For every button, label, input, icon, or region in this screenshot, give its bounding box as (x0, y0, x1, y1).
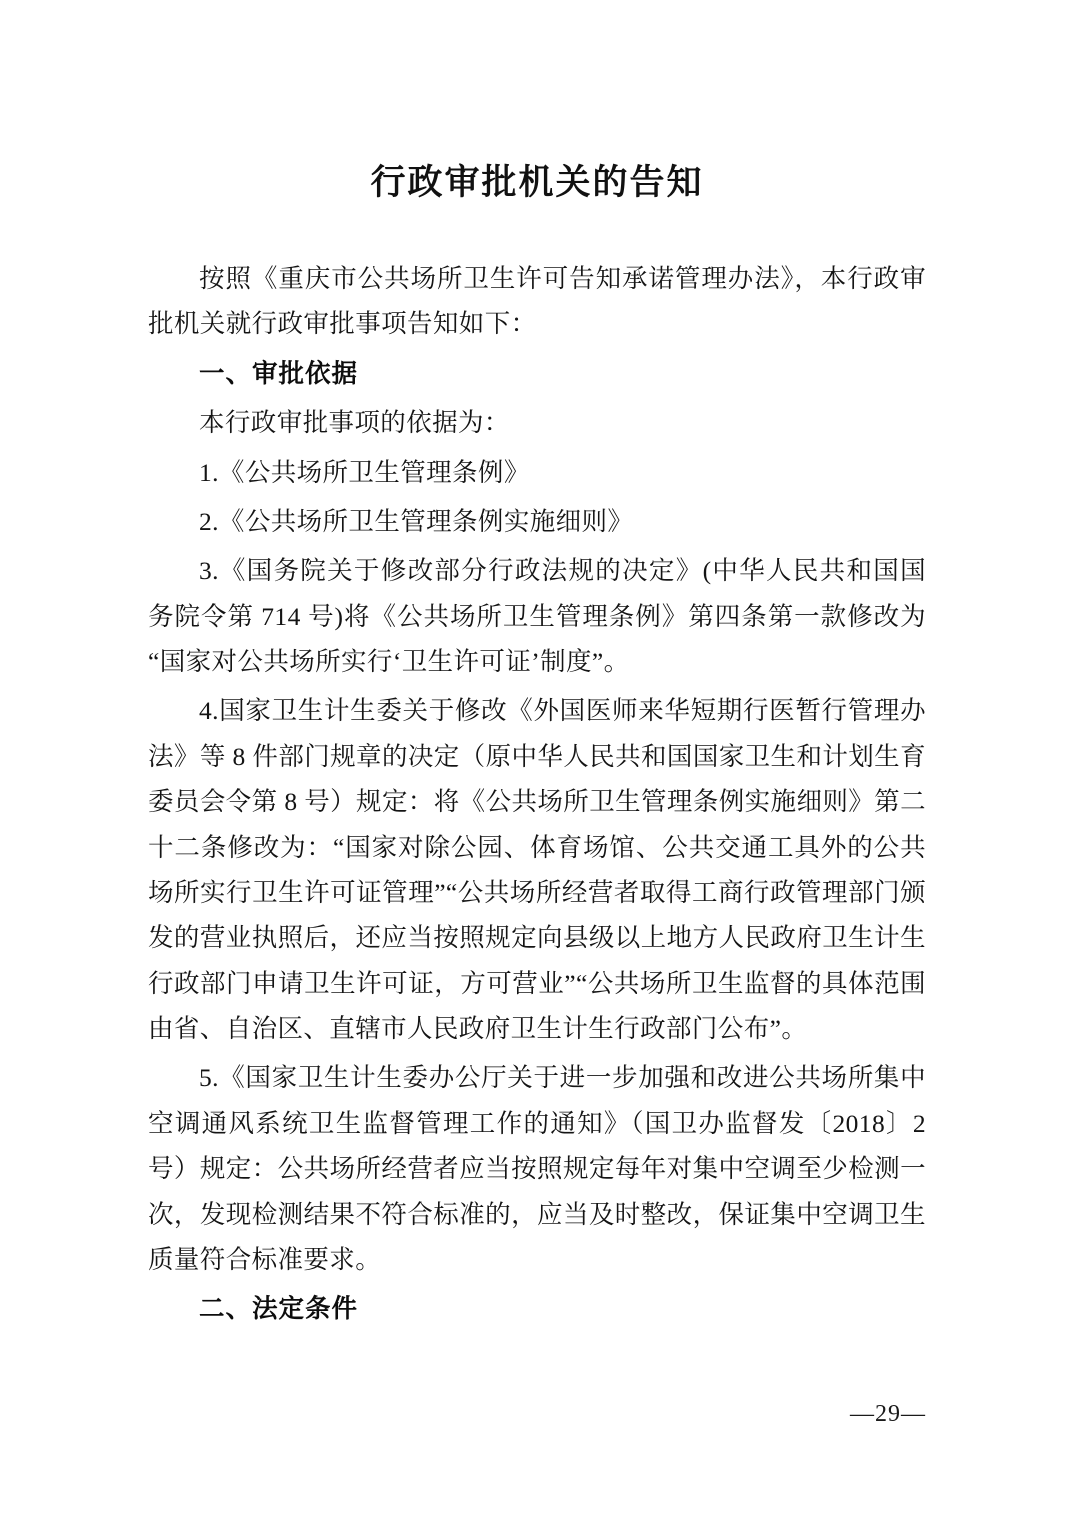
page-title: 行政审批机关的告知 (370, 163, 704, 202)
paragraph-basis-item-2: 2.《公共场所卫生管理条例实施细则》 (199, 506, 634, 536)
paragraph-basis-item-4: 4.国家卫生计生委关于修改《外国医师来华短期行医暂行管理办法》等 8 件部门规章的决定（原中华人民共和国国家卫生和计划生育委员会令第 8 号）规定：将《公共场所卫生管理条例实施细则》第二十二条修改为：“国家对除公园、体育场馆、公共交通工具外的公共场所实行卫生许可证管理”“公共场所经营者取得工商行政管理部门颁发的营业执照后，还应当按照规定向县级以上地方人民政府卫生计生行政部门申请卫生许可证，方可营业”“公共场所卫生监督的具体范围由省、自治区、直辖市人民政府卫生计生行政部门公布”。 (148, 696, 926, 1043)
paragraph-basis-lead: 本行政审批事项的依据为： (199, 408, 510, 438)
section-heading-legal-conditions: 二、法定条件 (199, 1294, 359, 1324)
paragraph-basis-item-3: 3.《国务院关于修改部分行政法规的决定》(中华人民共和国国务院令第 714 号)将《公共场所卫生管理条例》第四条第一款修改为“国家对公共场所实行‘卫生许可证’制度”。 (148, 556, 926, 676)
document-body (148, 256, 926, 1332)
paragraph-intro: 按照《重庆市公共场所卫生许可告知承诺管理办法》，本行政审批机关就行政审批事项告知如下： (148, 264, 926, 339)
paragraph-basis-item-5: 5.《国家卫生计生委办公厅关于进一步加强和改进公共场所集中空调通风系统卫生监督管理工作的通知》（国卫办监督发〔2018〕2 号）规定：公共场所经营者应当按照规定每年对集中空调至少检测一次，发现检测结果不符合标准的，应当及时整改，保证集中空调卫生质量符合标准要求。 (148, 1063, 926, 1274)
section-heading-approval-basis: 一、审批依据 (199, 358, 359, 388)
page-number: —29— (850, 1401, 926, 1427)
paragraph-basis-item-1: 1.《公共场所卫生管理条例》 (199, 457, 530, 487)
